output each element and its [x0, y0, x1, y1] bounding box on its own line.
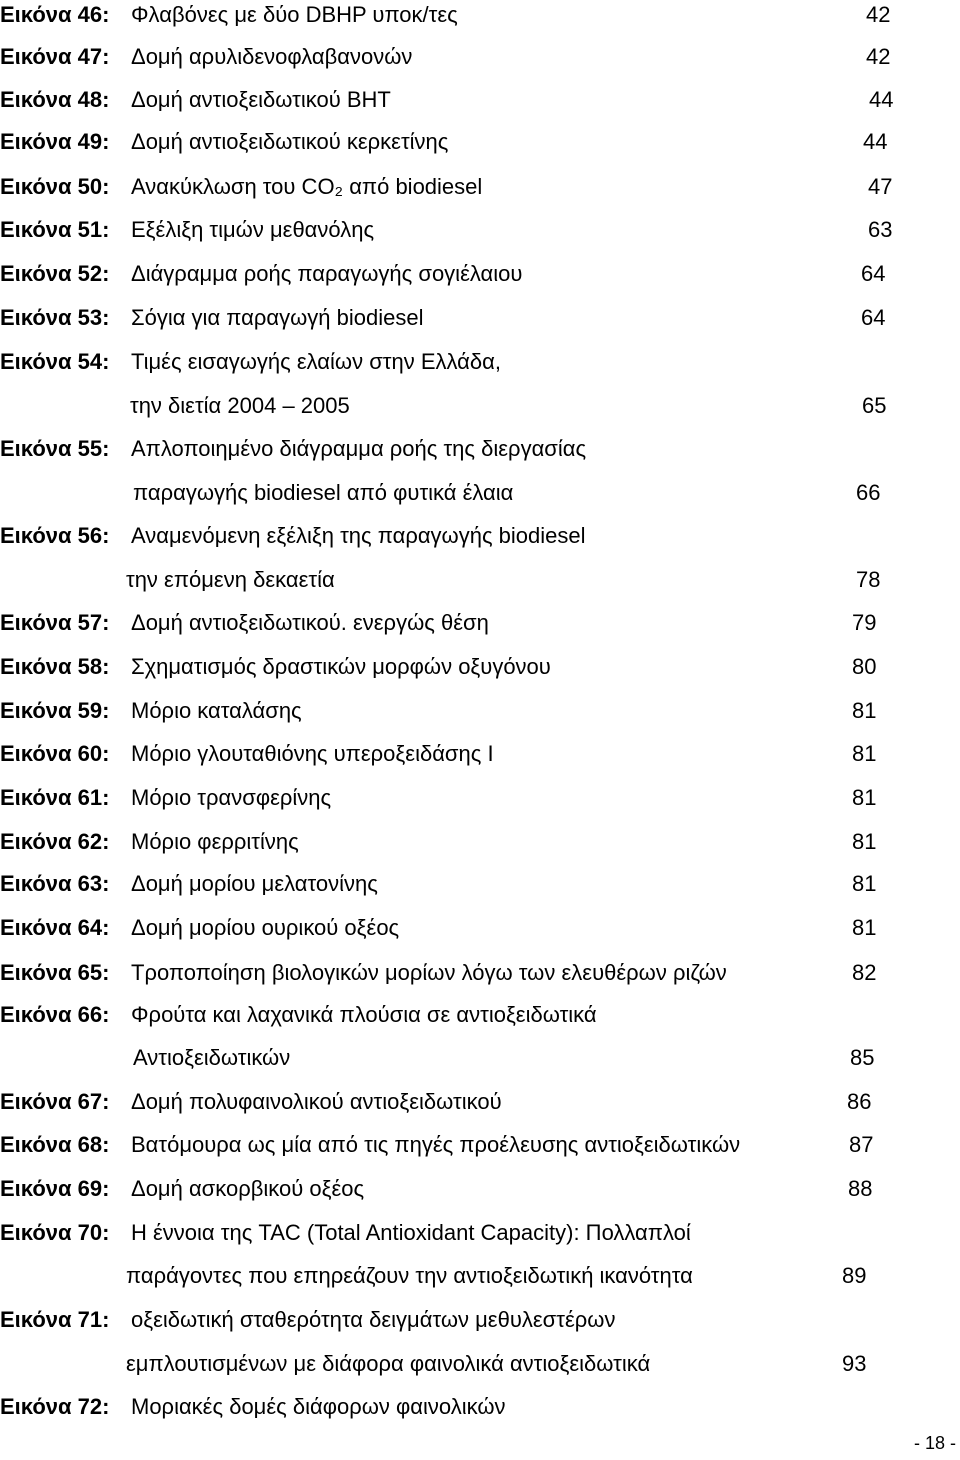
- page-number: - 18 -: [913, 1433, 956, 1453]
- figure-label: Εικόνα 67:: [0, 1089, 110, 1114]
- figure-title: Αναμενόμενη εξέλιξη της παραγωγής biodiesel: [131, 523, 586, 548]
- figure-title: Απλοποιημένο διάγραμμα ροής της διεργασίας: [131, 436, 587, 461]
- figure-title: Δομή αρυλιδενοφλαβανονών: [131, 44, 413, 69]
- figure-label: Εικόνα 72:: [0, 1394, 110, 1419]
- figure-page-number: 81: [852, 785, 877, 810]
- figure-title: Διάγραμμα ροής παραγωγής σογιέλαιου: [131, 261, 523, 286]
- figure-page-number: 42: [866, 2, 891, 27]
- figure-entry: [0, 521, 960, 551]
- figure-entry: [0, 827, 960, 857]
- figure-entry: [0, 1087, 960, 1117]
- figure-title: Βατόμουρα ως μία από τις πηγές προέλευσης αντιοξειδωτικών: [131, 1132, 741, 1157]
- figure-entry: [0, 0, 960, 30]
- figure-label: Εικόνα 55:: [0, 436, 110, 461]
- figure-label: Εικόνα 58:: [0, 654, 110, 679]
- figure-entry: [0, 608, 960, 638]
- figure-page-number: 63: [868, 217, 893, 242]
- figure-label: Εικόνα 62:: [0, 829, 110, 854]
- figure-entry-continuation: [0, 478, 960, 508]
- figure-page-number: 81: [852, 698, 877, 723]
- figure-page-number: 88: [848, 1176, 873, 1201]
- figure-title: Μόριο τρανσφερίνης: [131, 785, 332, 810]
- figure-page-number: 66: [856, 480, 881, 505]
- figure-entry-continuation: [0, 391, 960, 421]
- figure-entry: [0, 913, 960, 943]
- figure-entry: [0, 42, 960, 72]
- figure-label: Εικόνα 70:: [0, 1220, 110, 1245]
- figure-label: Εικόνα 61:: [0, 785, 110, 810]
- figure-page-number: 81: [852, 871, 877, 896]
- figure-page-number: 81: [852, 741, 877, 766]
- figure-title-continuation: παράγοντες που επηρεάζουν την αντιοξειδωτική ικανότητα: [126, 1263, 693, 1288]
- figure-entry: [0, 172, 960, 202]
- figure-label: Εικόνα 54:: [0, 349, 110, 374]
- figure-entry-continuation: [0, 1261, 960, 1291]
- figure-label: Εικόνα 64:: [0, 915, 110, 940]
- figure-entry-continuation: [0, 1349, 960, 1379]
- figure-entry: [0, 303, 960, 333]
- figure-label: Εικόνα 49:: [0, 129, 110, 154]
- figure-entry: [0, 869, 960, 899]
- figure-page-number: 44: [863, 129, 888, 154]
- figure-title: Σχηματισμός δραστικών μορφών οξυγόνου: [131, 654, 551, 679]
- figure-title: Μοριακές δομές διάφορων φαινολικών: [131, 1394, 506, 1419]
- figure-entry: [0, 652, 960, 682]
- figure-entry: [0, 1000, 960, 1030]
- figure-title: Εξέλιξη τιμών μεθανόλης: [131, 217, 375, 242]
- figure-page-number: 87: [849, 1132, 874, 1157]
- figure-title: Μόριο καταλάσης: [131, 698, 302, 723]
- figure-entry-continuation: [0, 565, 960, 595]
- figure-title: Μόριο φερριτίνης: [131, 829, 299, 854]
- figure-title: Δομή μορίου ουρικού οξέος: [131, 915, 400, 940]
- figure-title: Φρούτα και λαχανικά πλούσια σε αντιοξειδωτικά: [131, 1002, 597, 1027]
- figure-entry: [0, 127, 960, 157]
- figure-entry-continuation: [0, 1043, 960, 1073]
- figure-label: Εικόνα 46:: [0, 2, 110, 27]
- figure-entry: [0, 1174, 960, 1204]
- figure-title-continuation: παραγωγής biodiesel από φυτικά έλαια: [133, 480, 514, 505]
- figure-entry: [0, 259, 960, 289]
- figure-page-number: 81: [852, 915, 877, 940]
- figure-label: Εικόνα 66:: [0, 1002, 110, 1027]
- figure-entry: [0, 434, 960, 464]
- figure-entry: [0, 85, 960, 115]
- figure-title-continuation: εμπλουτισμένων με διάφορα φαινολικά αντιοξειδωτικά: [126, 1351, 651, 1376]
- figure-title: Μόριο γλουταθιόνης υπεροξειδάσης Ι: [131, 741, 494, 766]
- figure-page-number: 47: [868, 174, 893, 199]
- figure-title: Τροποποίηση βιολογικών μορίων λόγω των ελευθέρων ριζών: [131, 960, 727, 985]
- figure-label: Εικόνα 63:: [0, 871, 110, 896]
- figure-page-number: 81: [852, 829, 877, 854]
- figure-label: Εικόνα 51:: [0, 217, 110, 242]
- figure-entry: [0, 1218, 960, 1248]
- figure-entry: [0, 958, 960, 988]
- figure-label: Εικόνα 47:: [0, 44, 110, 69]
- figure-label: Εικόνα 59:: [0, 698, 110, 723]
- figure-label: Εικόνα 65:: [0, 960, 110, 985]
- figure-entry: [0, 1130, 960, 1160]
- figure-entry: [0, 783, 960, 813]
- figure-page-number: 44: [869, 87, 894, 112]
- figure-label: Εικόνα 53:: [0, 305, 110, 330]
- figure-label: Εικόνα 52:: [0, 261, 110, 286]
- figure-title: Δομή αντιοξειδωτικού. ενεργώς θέση: [131, 610, 489, 635]
- figure-page-number: 93: [842, 1351, 867, 1376]
- figure-title: Ανακύκλωση του CO₂ από biodiesel: [131, 174, 483, 199]
- figure-label: Εικόνα 56:: [0, 523, 110, 548]
- figure-page-number: 42: [866, 44, 891, 69]
- figure-label: Εικόνα 60:: [0, 741, 110, 766]
- figure-title: Δομή μορίου μελατονίνης: [131, 871, 378, 896]
- figure-page-number: 65: [862, 393, 887, 418]
- figure-title-continuation: την επόμενη δεκαετία: [126, 567, 335, 592]
- figure-label: Εικόνα 71:: [0, 1307, 110, 1332]
- figure-title: οξειδωτική σταθερότητα δειγμάτων μεθυλεστέρων: [131, 1307, 616, 1332]
- figure-label: Εικόνα 69:: [0, 1176, 110, 1201]
- figure-title: Τιμές εισαγωγής ελαίων στην Ελλάδα,: [131, 349, 501, 374]
- figure-title: Δομή αντιοξειδωτικού κερκετίνης: [131, 129, 449, 154]
- figure-title: Φλαβόνες με δύο DBHP υποκ/τες: [131, 2, 458, 27]
- figure-page-number: 80: [852, 654, 877, 679]
- figure-entry: [0, 696, 960, 726]
- figure-title: Σόγια για παραγωγή biodiesel: [131, 305, 424, 330]
- figure-title: Δομή ασκορβικού οξέος: [131, 1176, 365, 1201]
- figure-label: Εικόνα 48:: [0, 87, 110, 112]
- figure-page-number: 64: [861, 261, 886, 286]
- figure-title-continuation: την διετία 2004 – 2005: [130, 393, 350, 418]
- figure-entry: [0, 1305, 960, 1335]
- figure-label: Εικόνα 68:: [0, 1132, 110, 1157]
- figure-label: Εικόνα 50:: [0, 174, 110, 199]
- figure-page-number: 78: [856, 567, 881, 592]
- figure-title: Η έννοια της TAC (Total Antioxidant Capacity): Πολλαπλοί: [131, 1220, 691, 1245]
- figure-entry: [0, 347, 960, 377]
- figure-page-number: 85: [850, 1045, 875, 1070]
- figure-page-number: 79: [852, 610, 877, 635]
- figure-title-continuation: Αντιοξειδωτικών: [133, 1045, 291, 1070]
- figure-page-number: 89: [842, 1263, 867, 1288]
- figure-page-number: 82: [852, 960, 877, 985]
- figure-label: Εικόνα 57:: [0, 610, 110, 635]
- figure-entry: [0, 1392, 960, 1422]
- figure-entry: [0, 215, 960, 245]
- figure-page-number: 64: [861, 305, 886, 330]
- figure-title: Δομή πολυφαινολικού αντιοξειδωτικού: [131, 1089, 502, 1114]
- figure-page-number: 86: [847, 1089, 872, 1114]
- figure-title: Δομή αντιοξειδωτικού BHT: [131, 87, 391, 112]
- figure-entry: [0, 739, 960, 769]
